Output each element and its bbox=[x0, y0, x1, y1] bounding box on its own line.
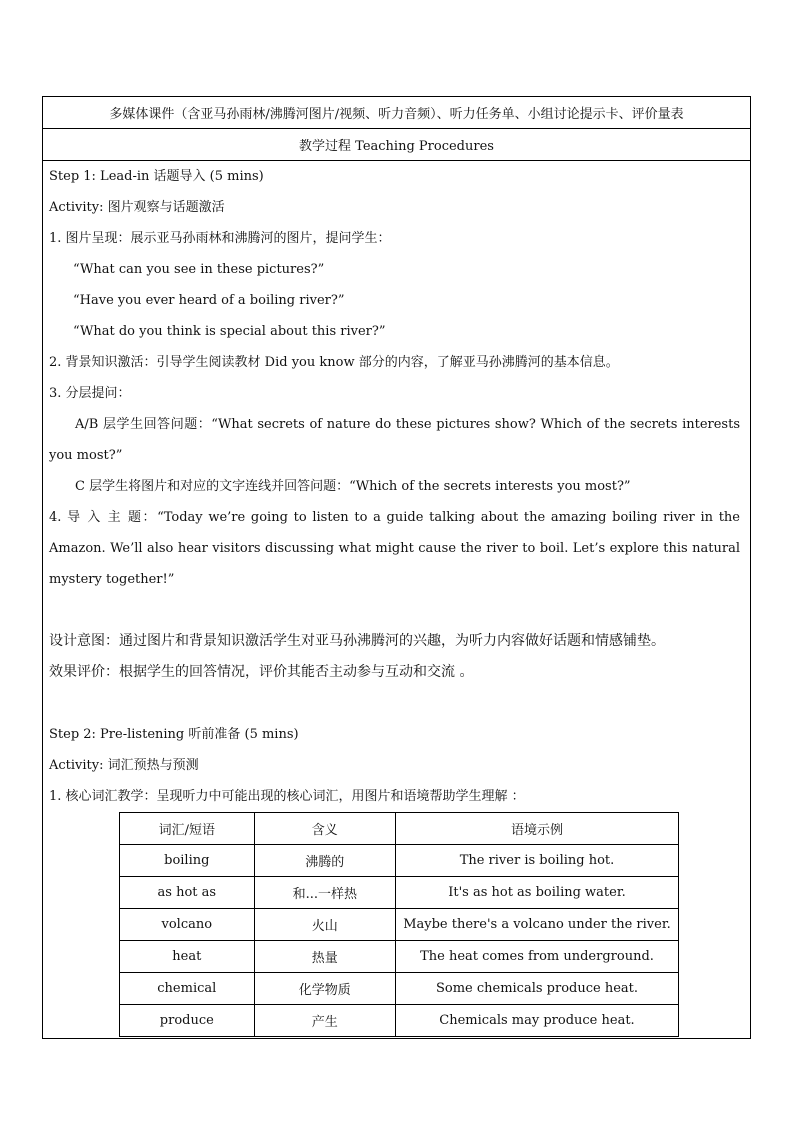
meaning-cell: 火山 bbox=[254, 909, 395, 941]
step2-item1: 1. 核心词汇教学：呈现听力中可能出现的核心词汇，用图片和语境帮助学生理解 ： bbox=[49, 789, 525, 804]
meaning-cell: 化学物质 bbox=[254, 973, 395, 1005]
table-row bbox=[120, 909, 679, 941]
vocabulary-table bbox=[119, 812, 679, 1037]
header-cell: 含义 bbox=[254, 813, 395, 845]
step1-item4-line2: Amazon. We’ll also hear visitors discussing what might cause the river to boil. Let’s explore this natural bbox=[49, 541, 740, 556]
word-cell: heat bbox=[120, 941, 255, 973]
step1-evaluation: 效果评价：根据学生的回答情况，评价其能否主动参与互动和交流 。 bbox=[49, 664, 474, 680]
step1-c-question: C 层学生将图片和对应的文字连线并回答问题：“Which of the secrets interests you most?” bbox=[75, 479, 631, 494]
example-cell: The heat comes from underground. bbox=[395, 941, 678, 973]
example-cell: It's as hot as boiling water. bbox=[395, 877, 678, 909]
materials-row: 多媒体课件（含亚马孙雨林/沸腾河图片/视频、听力音频）、听力任务单、小组讨论提示卡、评价量表 bbox=[43, 97, 750, 129]
word-cell: as hot as bbox=[120, 877, 255, 909]
table-row bbox=[120, 941, 679, 973]
example-cell: The river is boiling hot. bbox=[395, 845, 678, 877]
table-row bbox=[120, 877, 679, 909]
example-cell: Some chemicals produce heat. bbox=[395, 973, 678, 1005]
header-cell: 语境示例 bbox=[395, 813, 678, 845]
step1-ab-question-line1: A/B 层学生回答问题：“What secrets of nature do these pictures show? Which of the secrets interests bbox=[75, 417, 740, 432]
meaning-cell: 沸腾的 bbox=[254, 845, 395, 877]
table-row bbox=[120, 1005, 679, 1037]
word-cell: chemical bbox=[120, 973, 255, 1005]
word-cell: volcano bbox=[120, 909, 255, 941]
table-row bbox=[120, 845, 679, 877]
header-cell: 词汇/短语 bbox=[120, 813, 255, 845]
step1-item2: 2. 背景知识激活：引导学生阅读教材 Did you know 部分的内容，了解亚马孙沸腾河的基本信息。 bbox=[49, 355, 619, 370]
procedures-content bbox=[43, 161, 750, 1037]
example-cell: Chemicals may produce heat. bbox=[395, 1005, 678, 1037]
step1-activity: Activity: 图片观察与话题激活 bbox=[49, 200, 225, 215]
example-cell: Maybe there's a volcano under the river. bbox=[395, 909, 678, 941]
step1-item1: 1. 图片呈现：展示亚马孙雨林和沸腾河的图片，提问学生： bbox=[49, 231, 391, 246]
step1-question-1: “What can you see in these pictures?” bbox=[73, 262, 325, 277]
step1-heading: Step 1: Lead-in 话题导入 (5 mins) bbox=[49, 169, 264, 184]
meaning-cell: 和...一样热 bbox=[254, 877, 395, 909]
step2-activity: Activity: 词汇预热与预测 bbox=[49, 758, 199, 773]
step1-ab-question-line2: you most?” bbox=[49, 448, 123, 463]
meaning-cell: 产生 bbox=[254, 1005, 395, 1037]
step1-item3: 3. 分层提问： bbox=[49, 386, 131, 401]
step1-question-3: “What do you think is special about this river?” bbox=[73, 324, 386, 339]
spacer bbox=[49, 688, 740, 719]
procedures-title: 教学过程 Teaching Procedures bbox=[43, 129, 750, 161]
step1-item4-line3: mystery together!” bbox=[49, 572, 175, 587]
step1-design-intent: 设计意图：通过图片和背景知识激活学生对亚马孙沸腾河的兴趣，为听力内容做好话题和情感铺垫。 bbox=[49, 633, 665, 649]
spacer bbox=[49, 595, 740, 626]
word-cell: produce bbox=[120, 1005, 255, 1037]
step1-item4-line1: 4. 导 入 主 题：“Today we’re going to listen to a guide talking about the amazing boiling river in the bbox=[49, 510, 740, 525]
lesson-plan-table bbox=[42, 96, 751, 1039]
table-header-row bbox=[120, 813, 679, 845]
meaning-cell: 热量 bbox=[254, 941, 395, 973]
step1-question-2: “Have you ever heard of a boiling river?” bbox=[73, 293, 345, 308]
word-cell: boiling bbox=[120, 845, 255, 877]
step2-heading: Step 2: Pre-listening 听前准备 (5 mins) bbox=[49, 727, 299, 742]
table-row bbox=[120, 973, 679, 1005]
